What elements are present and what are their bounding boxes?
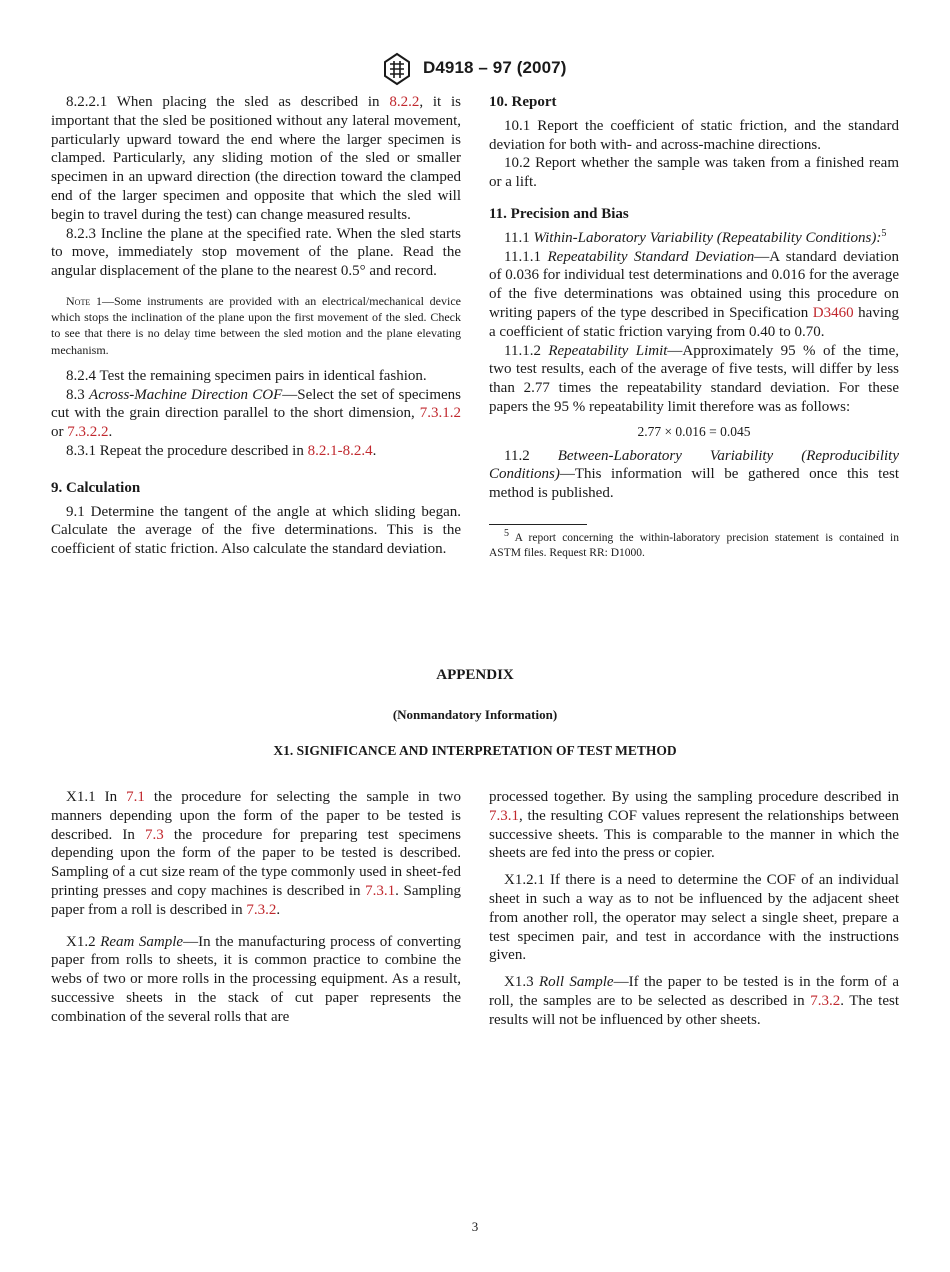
footnote-rule <box>489 524 587 525</box>
link-7-3-1-2[interactable]: 7.3.1.2 <box>419 405 461 422</box>
equation: 2.77 × 0.016 = 0.045 <box>637 423 751 439</box>
para-x1-2-1: X1.2.1 If there is a need to determine the COF of an individual sheet in such a way as to not be influenced by the adjacent sheet from another roll, the operator may select a single sheet, prepare a test specimen pair, and test in accordance with the instructions given. <box>489 872 899 964</box>
para-9-1: 9.1 Determine the tangent of the angle at which sliding began. Calculate the average of the five determinations. This is the coefficient of static friction. Also calculate the standard deviation. <box>51 503 461 558</box>
para-11-1-2: 11.1.2 Repeatability Limit—Approximately 95 % of the time, two test results, each of the average of five tests, will differ by less than 2.77 times the repeatability standard deviation. For these papers the 95 % repeatability limit therefore was as follows: <box>489 342 899 415</box>
para-11-2: 11.2 Between-Laboratory Variability (Reproducibility Conditions)—This information will be gathered once this test method is published. <box>489 447 899 502</box>
right-column <box>489 93 899 562</box>
para-11-1: 11.1 Within-Laboratory Variability (Repeatability Conditions):$^5$ <box>504 227 887 246</box>
para-10-2: 10.2 Report whether the sample was taken from a finished ream or a lift. <box>489 155 899 191</box>
link-7-3-1[interactable]: 7.3.1 <box>365 882 396 899</box>
para-8-3-1: 8.3.1 Repeat the procedure described in 8.2.1-8.2.4. <box>66 442 377 459</box>
link-7-3[interactable]: 7.3 <box>144 826 164 843</box>
page-header <box>0 52 950 86</box>
section-10-heading: 10. Report <box>489 94 557 110</box>
page-number: 3 <box>471 1219 479 1234</box>
para-8-3: 8.3 Across-Machine Direction COF—Select the set of specimens cut with the grain direction parallel to the short dimension, 7.3.1.2 or 7.3.2.2. <box>51 386 461 441</box>
link-8-2-2[interactable]: 8.2.2 <box>389 94 420 110</box>
para-8-2-2-1: 8.2.2.1 When placing the sled as described in 8.2.2, it is important that the sled be positioned without any lateral movement, particularly upward toward the end where the larger specimen is clamped. Particularly, any sliding motion of the sled or smaller specimen in an upward direction (the direction toward the clamped end of the larger specimen and opposite that which the sled will begin to travel during the test) can change measured results. <box>51 94 461 223</box>
astm-logo-icon <box>379 52 415 86</box>
footnote-5: $^5$ A report concerning the within-laboratory precision statement is contained in ASTM files. Request RR: D1000. <box>489 528 899 560</box>
appendix-title: APPENDIX <box>436 667 514 683</box>
para-8-2-4: 8.2.4 Test the remaining specimen pairs in identical fashion. <box>66 367 427 384</box>
x1-heading: X1. SIGNIFICANCE AND INTERPRETATION OF TEST METHOD <box>273 743 677 758</box>
para-x1-2-continued: processed together. By using the sampling procedure described in 7.3.1, the resulting COF values represent the relationships between successive sheets. This is comparable to the manner in which the sheets are fed into the press or copier. <box>489 789 899 862</box>
para-x1-2-text-right: processed together. By using the sampling procedure described in <box>489 789 899 805</box>
left-column <box>51 93 461 559</box>
note-1: Note 1—Some instruments are provided with an electrical/mechanical device which stops the inclination of the plane upon the first movement of the sled. Check to see that there is no delay time between the sled motion and the plane elevating mechanism. <box>51 293 461 357</box>
para-x1-3: X1.3 Roll Sample—If the paper to be tested is in the form of a roll, the samples are to be selected as described in 7.3.2. The test results will not be influenced by other sheets. <box>489 974 900 1028</box>
para-x1-2-start: X1.2 Ream Sample—In the manufacturing process of converting paper from rolls to sheets, it is common practice to combine the webs of two or more rolls in the processing equipment. As a result, successive sheets in the stack of cut paper represents the combination of the several rolls that are <box>51 933 462 1025</box>
appendix-subtitle: (Nonmandatory Information) <box>392 707 558 722</box>
para-8-2-3: 8.2.3 Incline the plane at the specified rate. When the sled starts to move, immediately stop movement of the plane. Read the angular displacement of the plane to the nearest 0.5° and record. <box>51 225 461 280</box>
appendix-left-column <box>51 788 461 1027</box>
para-11-1-1: 11.1.1 Repeatability Standard Deviation—A standard deviation of 0.036 for individual test determinations and 0.016 for the average of the five determinations was obtained using this procedure on writing papers of the type described in Specification D3460 having a coefficient of static friction varying from 0.40 to 0.70. <box>489 248 899 340</box>
para-x1-2-text-left: —In the manufacturing process of converting paper from rolls to sheets, it is common practice to combine the webs of two or more rolls in the processing equipment. As a result, successive sheets in the stack of cut paper represents the combination of the several rolls that are <box>51 933 462 1025</box>
appendix-right-column <box>489 788 899 1030</box>
para-x1-1: X1.1 In 7.1 the procedure for selecting the sample in two manners depending upon the form of the paper to be tested is described. In 7.3 the procedure for preparing test specimens depending upon the form of the paper to be tested is described. Sampling of a cut size ream of the type commonly used in sheet-fed printing presses and copy machines is described in 7.3.1. Sampling paper from a roll is described in 7.3.2. <box>51 789 462 918</box>
section-11-heading: 11. Precision and Bias <box>489 205 629 222</box>
link-7-3-2[interactable]: 7.3.2 <box>246 901 277 918</box>
section-9-heading: 9. Calculation <box>51 479 141 496</box>
link-d3460[interactable]: D3460 <box>812 304 854 321</box>
link-7-3-1-b[interactable]: 7.3.1 <box>489 807 519 824</box>
link-7-1[interactable]: 7.1 <box>126 789 145 805</box>
link-7-3-2-2[interactable]: 7.3.2.2 <box>67 424 109 441</box>
para-10-1: 10.1 Report the coefficient of static friction, and the standard deviation for both with- and across-machine directions. <box>489 117 899 153</box>
link-7-3-2-b[interactable]: 7.3.2 <box>810 992 841 1009</box>
link-8-2-1-8-2-4[interactable]: 8.2.1-8.2.4 <box>307 442 373 459</box>
document-designation: D4918 – 97 (2007) <box>423 58 567 77</box>
